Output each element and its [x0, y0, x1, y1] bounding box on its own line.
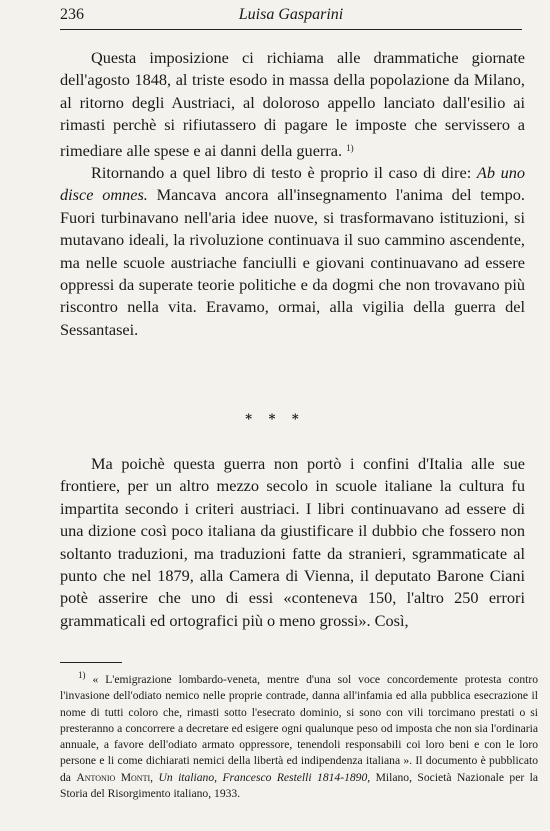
paragraph-2-text-a: Ritornando a quel libro di testo è proprio il caso di dire:	[91, 163, 472, 183]
footnote-book-title: Un italiano, Francesco Restelli 1814-1890,	[158, 770, 371, 784]
footnote-text-a: « L'emigrazione lombardo-veneta, mentre d'una sol voce concordemente protesta contro l'invasione dell'odiato nemico nelle proprie contrade, danna all'infamia ed alla pubblica esecrazione il nome di tutti coloro che, rimasti sotto l'esecrato dominio, si sono con vili torcimano prestati o si presteranno a concorrere a decretare ed esigere ogni qualunque peso od imposta che non sia l'ordinaria annuale, a favore dell'odiato armato oppressore, tenendoli responsabili coi loro beni e con le loro persone e li come dichiarati nemici della libertà ed indipendenza italiana ». Il documento è pubblicato da	[60, 673, 539, 784]
footnote-rule	[60, 662, 122, 663]
footnote-reference: 1)	[346, 142, 354, 153]
page-header	[60, 6, 522, 28]
footnote-author: Antonio Monti,	[76, 770, 154, 784]
paragraph-2-text-b: Mancava ancora all'insegnamento l'anima del tempo. Fuori turbinavano nell'aria idee nuove, si trasformavano istituzioni, si mutavano ideali, la rivoluzione continuava il suo cammino ascendente, ma nelle scuole austriache fanciulli e giovani continuavano ad essere oppressi da superate teorie politiche e da dogmi che non trovavano più riscontro nella vita. Eravamo, ormai, alla vigilia della guerra del Sessantasei.	[60, 185, 525, 339]
footnote-text-b: Milano, Società Nazionale per la Storia del Risorgimento italiano, 1933.	[60, 770, 538, 801]
paragraph-3: Ma poichè questa guerra non portò i confini d'Italia alle sue frontiere, per un altro mezzo secolo in scuole italiane la cultura fu impartita secondo i criteri austriaci. I libri continuavano ad essere di una dizione così poco italiana da giustificare il dubbio che fossero non soltanto traduzioni, ma traduzioni fatte da stranieri, sgrammaticate al punto che nel 1879, alla Camera di Vienna, il deputato Barone Ciani potè asserire che uno di essi «conteneva 150, l'altro 250 errori grammaticali ed ortografici più o meno grossi». Così,	[60, 454, 525, 630]
header-rule	[60, 29, 522, 30]
page-number: 236	[60, 6, 84, 23]
section-separator: * * *	[245, 412, 305, 427]
paragraph-2	[60, 162, 525, 341]
running-head: Luisa Gasparini	[238, 6, 344, 23]
latin-phrase: Ab uno disce omnes.	[60, 163, 526, 205]
footnote-marker: 1)	[78, 670, 86, 680]
section-2	[60, 453, 525, 632]
paragraph-1-text: Questa imposizione ci richiama alle drammatiche giornate dell'agosto 1848, al triste esodo in massa della popolazione da Milano, al ritorno degli Austriaci, al doloroso appello lanciato dall'esilio ai rimasti perchè si rifiutassero di pagare le imposte che servissero a rimediare alle spese e ai danni della guerra.	[60, 48, 525, 160]
section-1	[60, 47, 525, 341]
footnote	[60, 667, 538, 802]
paragraph-1	[60, 47, 525, 162]
